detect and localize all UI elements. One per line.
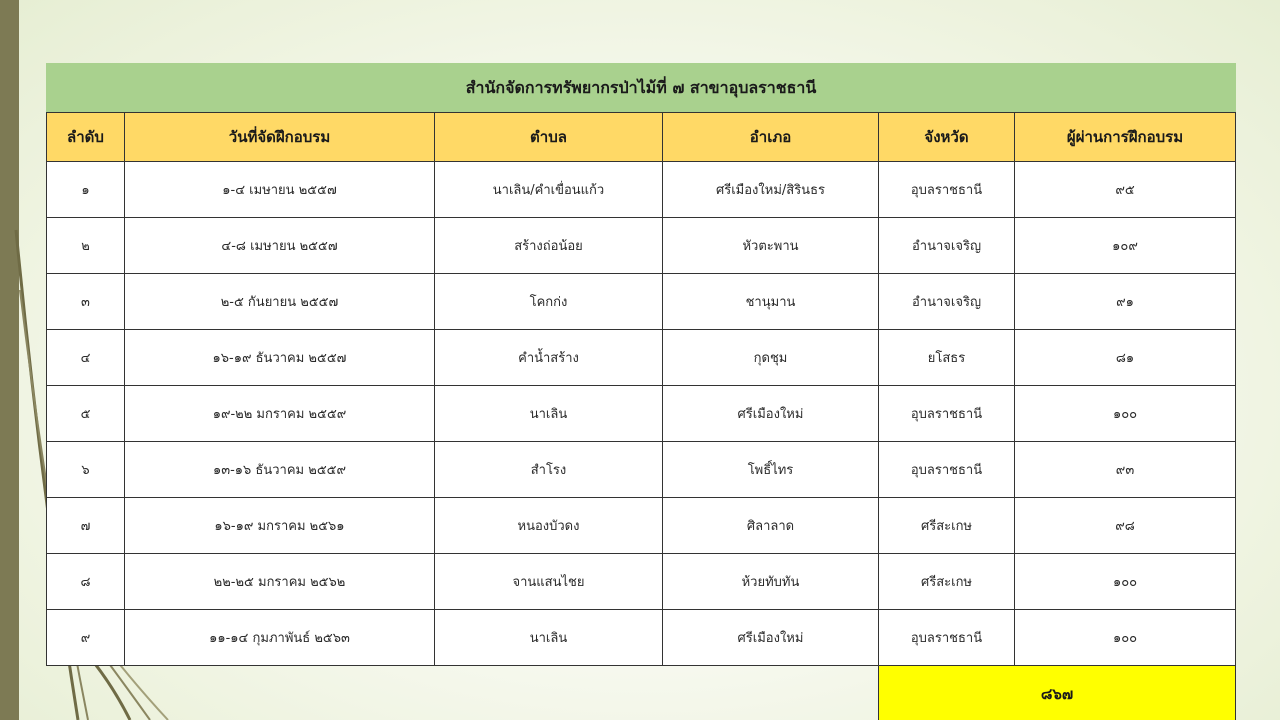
- cell-district: ชานุมาน: [663, 274, 879, 330]
- table-row: [47, 330, 1236, 386]
- cell-order: ๑: [47, 162, 125, 218]
- cell-province: ศรีสะเกษ: [879, 554, 1015, 610]
- table-row: [47, 554, 1236, 610]
- cell-order: ๘: [47, 554, 125, 610]
- cell-date: ๑๙-๒๒ มกราคม ๒๕๕๙: [125, 386, 435, 442]
- table-row: [47, 218, 1236, 274]
- cell-participants: ๑๐๐: [1015, 554, 1236, 610]
- cell-participants: ๑๐๙: [1015, 218, 1236, 274]
- cell-subdistrict: หนองบัวดง: [435, 498, 663, 554]
- left-accent-bar: [0, 0, 19, 720]
- cell-order: ๒: [47, 218, 125, 274]
- cell-participants: ๑๐๐: [1015, 610, 1236, 666]
- table-total-row: [47, 666, 1236, 720]
- cell-date: ๑-๔ เมษายน ๒๕๕๗: [125, 162, 435, 218]
- cell-date: ๔-๘ เมษายน ๒๕๕๗: [125, 218, 435, 274]
- total-row-spacer: [47, 666, 879, 720]
- table-row: [47, 498, 1236, 554]
- training-table-container: [46, 63, 1235, 720]
- cell-date: ๑๓-๑๖ ธันวาคม ๒๕๕๙: [125, 442, 435, 498]
- cell-subdistrict: นาเลิน: [435, 386, 663, 442]
- cell-date: ๒-๕ กันยายน ๒๕๕๗: [125, 274, 435, 330]
- cell-order: ๖: [47, 442, 125, 498]
- cell-participants: ๙๓: [1015, 442, 1236, 498]
- cell-participants: ๙๕: [1015, 162, 1236, 218]
- cell-district: ศรีเมืองใหม่/สิรินธร: [663, 162, 879, 218]
- cell-subdistrict: จานแสนไชย: [435, 554, 663, 610]
- cell-province: อำนาจเจริญ: [879, 218, 1015, 274]
- table-title: สำนักจัดการทรัพยากรป่าไม้ที่ ๗ สาขาอุบลราชธานี: [47, 64, 1236, 113]
- cell-district: ศรีเมืองใหม่: [663, 610, 879, 666]
- cell-province: อุบลราชธานี: [879, 386, 1015, 442]
- table-row: [47, 442, 1236, 498]
- cell-order: ๓: [47, 274, 125, 330]
- cell-subdistrict: สำโรง: [435, 442, 663, 498]
- cell-order: ๔: [47, 330, 125, 386]
- cell-district: กุดชุม: [663, 330, 879, 386]
- header-training-date: วันที่จัดฝึกอบรม: [125, 113, 435, 162]
- cell-date: ๑๖-๑๙ มกราคม ๒๕๖๑: [125, 498, 435, 554]
- header-district: อำเภอ: [663, 113, 879, 162]
- cell-district: ศิลาลาด: [663, 498, 879, 554]
- cell-province: อุบลราชธานี: [879, 162, 1015, 218]
- cell-participants: ๙๑: [1015, 274, 1236, 330]
- cell-subdistrict: คำน้ำสร้าง: [435, 330, 663, 386]
- cell-subdistrict: สร้างถ่อน้อย: [435, 218, 663, 274]
- cell-district: ศรีเมืองใหม่: [663, 386, 879, 442]
- cell-participants: ๙๘: [1015, 498, 1236, 554]
- cell-district: โพธิ์ไทร: [663, 442, 879, 498]
- header-order: ลำดับ: [47, 113, 125, 162]
- cell-province: ศรีสะเกษ: [879, 498, 1015, 554]
- header-province: จังหวัด: [879, 113, 1015, 162]
- cell-district: ห้วยทับทัน: [663, 554, 879, 610]
- cell-district: หัวตะพาน: [663, 218, 879, 274]
- training-table: [46, 63, 1236, 720]
- table-row: [47, 162, 1236, 218]
- cell-participants: ๘๑: [1015, 330, 1236, 386]
- cell-province: อุบลราชธานี: [879, 442, 1015, 498]
- table-row: [47, 386, 1236, 442]
- table-row: [47, 274, 1236, 330]
- cell-province: อำนาจเจริญ: [879, 274, 1015, 330]
- cell-province: ยโสธร: [879, 330, 1015, 386]
- cell-order: ๗: [47, 498, 125, 554]
- total-participants: ๘๖๗: [879, 666, 1236, 720]
- cell-subdistrict: โคกก่ง: [435, 274, 663, 330]
- table-title-row: [47, 64, 1236, 113]
- table-row: [47, 610, 1236, 666]
- cell-province: อุบลราชธานี: [879, 610, 1015, 666]
- table-header-row: [47, 113, 1236, 162]
- cell-order: ๕: [47, 386, 125, 442]
- header-subdistrict: ตำบล: [435, 113, 663, 162]
- cell-order: ๙: [47, 610, 125, 666]
- cell-participants: ๑๐๐: [1015, 386, 1236, 442]
- cell-subdistrict: นาเลิน: [435, 610, 663, 666]
- header-participants: ผู้ผ่านการฝึกอบรม: [1015, 113, 1236, 162]
- cell-subdistrict: นาเลิน/คำเขื่อนแก้ว: [435, 162, 663, 218]
- cell-date: ๑๖-๑๙ ธันวาคม ๒๕๕๗: [125, 330, 435, 386]
- cell-date: ๑๑-๑๔ กุมภาพันธ์ ๒๕๖๓: [125, 610, 435, 666]
- cell-date: ๒๒-๒๕ มกราคม ๒๕๖๒: [125, 554, 435, 610]
